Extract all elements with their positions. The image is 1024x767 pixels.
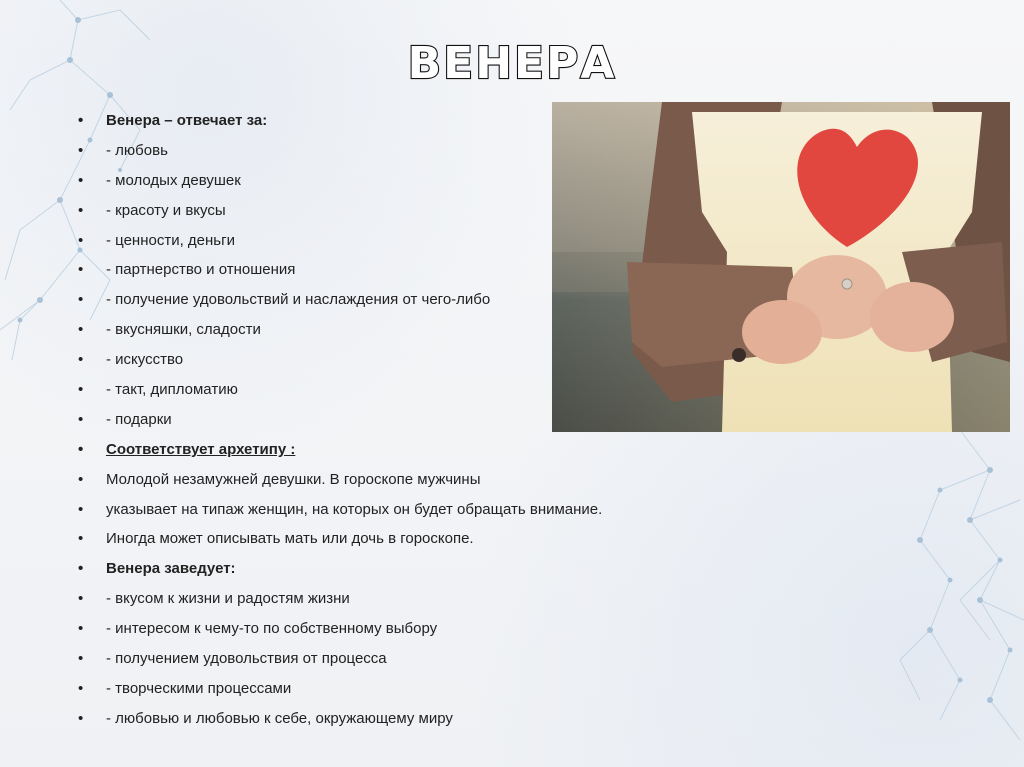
list-item: • - получение удовольствий и наслаждения от чего-либо xyxy=(78,289,718,319)
list-item: • Иногда может описывать мать или дочь в гороскопе. xyxy=(78,528,718,558)
list-item: • - интересом к чему-то по собственному выбору xyxy=(78,618,718,648)
list-item: • - подарки xyxy=(78,409,718,439)
list-item: • - молодых девушек xyxy=(78,170,718,200)
list-item: • Венера – отвечает за: xyxy=(78,110,718,140)
list-item: • Соответствует архетипу : xyxy=(78,439,718,469)
list-item: • - творческими процессами xyxy=(78,678,718,708)
list-item: • - искусство xyxy=(78,349,718,379)
list-item: • - партнерство и отношения xyxy=(78,259,718,289)
list-item: • Молодой незамужней девушки. В гороскопе мужчины xyxy=(78,469,718,499)
couple-heart-photo xyxy=(552,102,1010,432)
list-item: • - такт, дипломатию xyxy=(78,379,718,409)
list-item: • - ценности, деньги xyxy=(78,230,718,260)
list-item: • - любовью и любовью к себе, окружающему миру xyxy=(78,708,718,738)
list-item: • - вкусняшки, сладости xyxy=(78,319,718,349)
slide-title: ВЕНЕРА xyxy=(407,38,617,89)
list-item: • Венера заведует: xyxy=(78,558,718,588)
list-item: • - вкусом к жизни и радостям жизни xyxy=(78,588,718,618)
list-item: • - любовь xyxy=(78,140,718,170)
list-item: • - красоту и вкусы xyxy=(78,200,718,230)
list-item: • указывает на типаж женщин, на которых он будет обращать внимание. xyxy=(78,499,718,529)
list-item: • - получением удовольствия от процесса xyxy=(78,648,718,678)
